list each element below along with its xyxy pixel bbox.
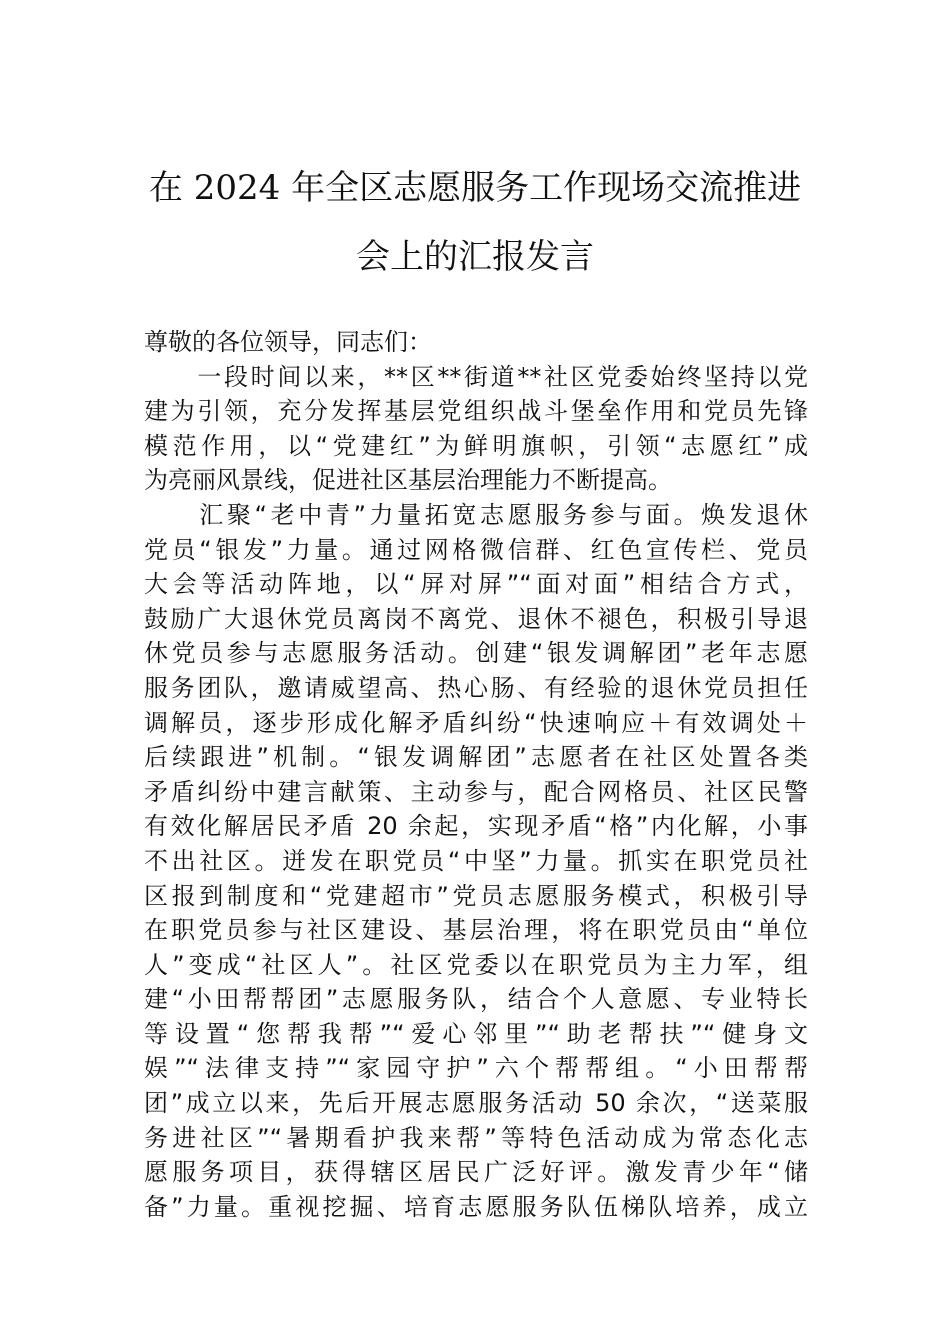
document-title-line-1: 在 2024 年全区志愿服务工作现场交流推进 bbox=[148, 168, 802, 208]
body-text-line: 矛盾纠纷中建言献策、主动参与，配合网格员、社区民警 bbox=[144, 777, 808, 806]
body-text-line: 在职党员参与社区建设、基层治理，将在职党员由“单位 bbox=[144, 916, 808, 945]
body-text-line: 人”变成“社区人”。社区党委以在职党员为主力军，组 bbox=[144, 950, 808, 979]
body-text-line: 汇聚“老中青”力量拓宽志愿服务参与面。焕发退休 bbox=[144, 500, 808, 529]
document-body bbox=[144, 325, 808, 1224]
body-text-line: 建为引领，充分发挥基层党组织战斗堡垒作用和党员先锋 bbox=[144, 397, 808, 426]
body-text-line: 区报到制度和“党建超市”党员志愿服务模式，积极引导 bbox=[144, 881, 808, 910]
body-text-line: 务进社区”“暑期看护我来帮”等特色活动成为常态化志 bbox=[144, 1123, 808, 1152]
body-text-line: 休党员参与志愿服务活动。创建“银发调解团”老年志愿 bbox=[144, 639, 808, 668]
body-text-line: 一段时间以来，**区**街道**社区党委始终坚持以党 bbox=[144, 362, 808, 391]
body-text-line: 模范作用，以“党建红”为鲜明旗帜，引领“志愿红”成 bbox=[144, 431, 808, 460]
body-text-line: 有效化解居民矛盾 20 余起，实现矛盾“格”内化解，小事 bbox=[144, 812, 808, 841]
body-text-line: 服务团队，邀请威望高、热心肠、有经验的退休党员担任 bbox=[144, 673, 808, 702]
body-text-line: 建“小田帮帮团”志愿服务队，结合个人意愿、专业特长 bbox=[144, 985, 808, 1014]
body-text-line: 等设置“您帮我帮”“爱心邻里”“助老帮扶”“健身文 bbox=[144, 1019, 808, 1048]
body-text-line: 后续跟进”机制。“银发调解团”志愿者在社区处置各类 bbox=[144, 743, 808, 772]
body-text-line: 不出社区。迸发在职党员“中坚”力量。抓实在职党员社 bbox=[144, 846, 808, 875]
document-title-line-2: 会上的汇报发言 bbox=[356, 237, 594, 277]
body-text-line: 备”力量。重视挖掘、培育志愿服务队伍梯队培养，成立 bbox=[144, 1192, 808, 1221]
body-text-line: 娱”“法律支持”“家园守护”六个帮帮组。“小田帮帮 bbox=[144, 1054, 808, 1083]
body-text-line: 尊敬的各位领导，同志们： bbox=[144, 328, 432, 356]
body-text-line: 为亮丽风景线，促进社区基层治理能力不断提高。 bbox=[144, 466, 672, 495]
body-text-line: 调解员，逐步形成化解矛盾纠纷“快速响应＋有效调处＋ bbox=[144, 708, 808, 737]
body-text-line: 愿服务项目，获得辖区居民广泛好评。激发青少年“储 bbox=[144, 1158, 808, 1187]
body-text-line: 大会等活动阵地，以“屏对屏”“面对面”相结合方式， bbox=[144, 570, 808, 599]
body-text-line: 鼓励广大退休党员离岗不离党、退休不褪色，积极引导退 bbox=[144, 604, 808, 633]
body-text-line: 党员“银发”力量。通过网格微信群、红色宣传栏、党员 bbox=[144, 535, 808, 564]
body-text-line: 团”成立以来，先后开展志愿服务活动 50 余次，“送菜服 bbox=[144, 1089, 808, 1118]
